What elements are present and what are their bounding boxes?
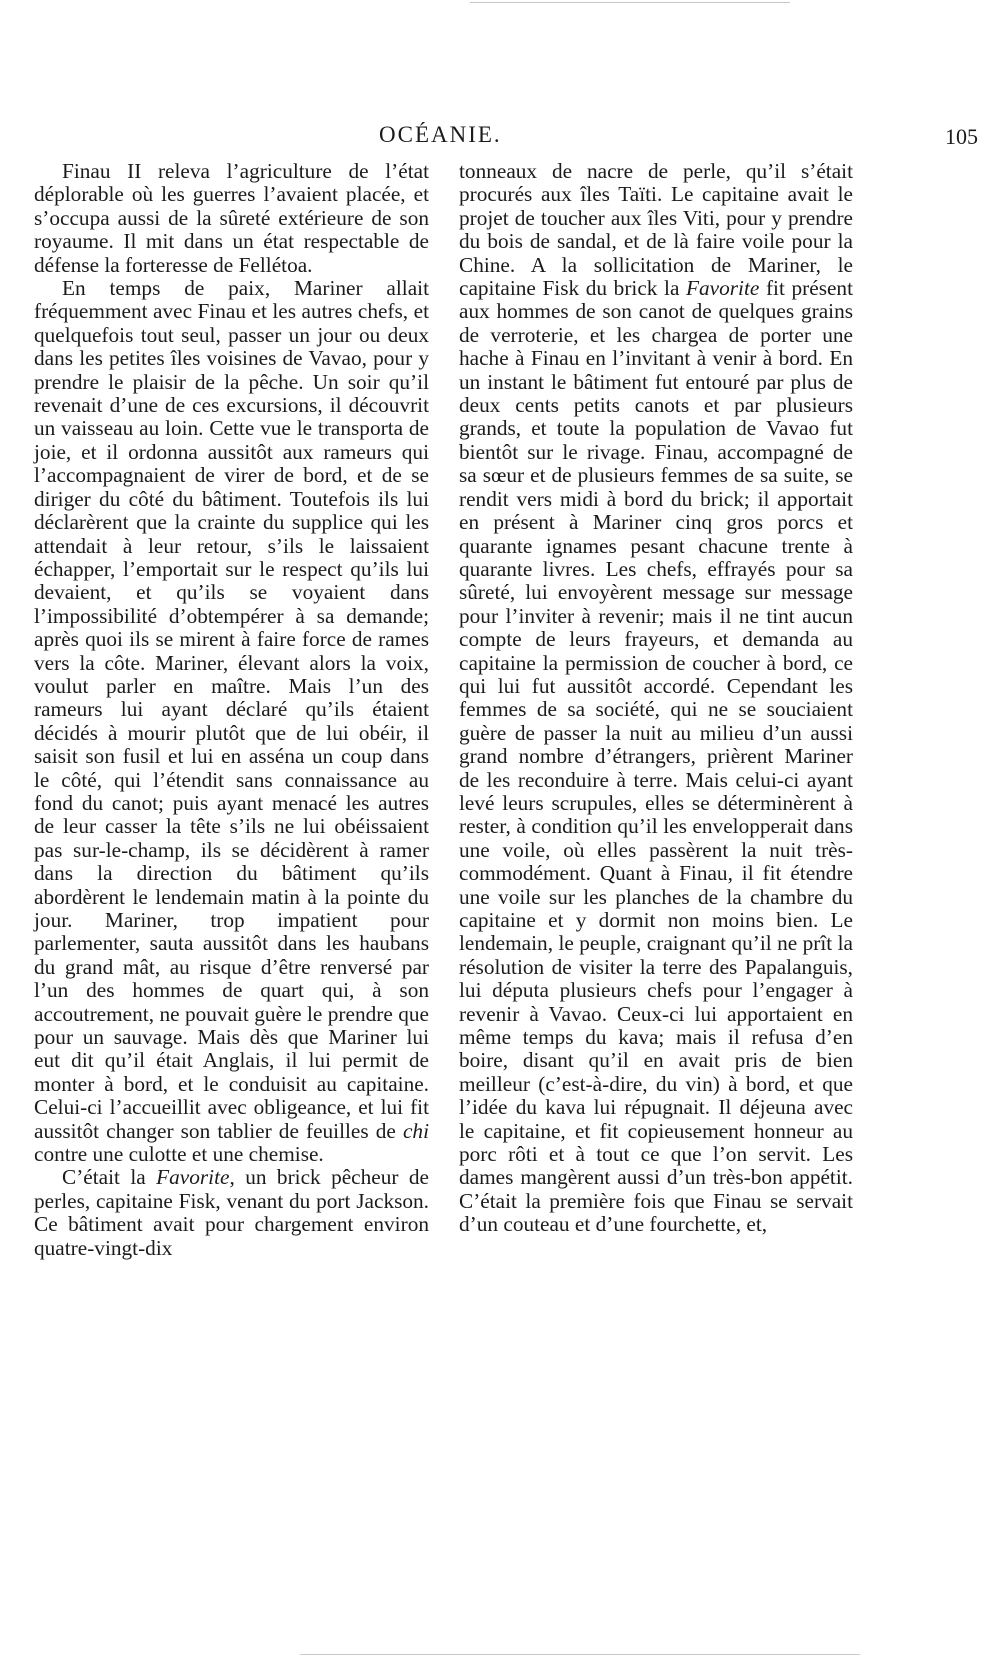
running-title: OCÉANIE.	[379, 122, 502, 147]
italic-term: chi	[402, 1118, 429, 1143]
paragraph-text: contre une culotte et une chemise.	[34, 1142, 324, 1167]
scan-edge-mark-bottom	[300, 1654, 860, 1655]
paragraph	[459, 160, 853, 1237]
paragraph	[34, 1166, 429, 1260]
paragraph-text: fit présent aux hommes de son canot de quelques grains de verroterie, et les chargea de porter une hache à Finau en l’invitant à venir à bord. En un instant le bâtiment fut entouré par plus de deux cents petits canots et par plusieurs grands, et toute la population de Vavao fut bientôt sur le rivage. Finau, accompagné de sa sœur et de plusieurs femmes de sa suite, se rendit vers midi à bord du brick; il apportait en présent à Mariner cinq gros porcs et quarante ignames pesant chacune trente à quarante livres. Les chefs, effrayés pour sa sûreté, lui envoyèrent message sur message pour l’inviter à revenir; mais il ne tint aucun compte de leurs frayeurs, et demanda au capitaine la permission de coucher à bord, ce qui lui fut aussitôt accordé. Cependant les femmes de sa société, qui ne se souciaient guère de passer la nuit au milieu d’un aussi grand nombre d’étrangers, prièrent Mariner de les reconduire à terre. Mais celui-ci ayant levé leurs scrupules, elles se déterminèrent à rester, à condition qu’il les envelopperait dans une voile, où elles passèrent la nuit très-commodément. Quant à Finau, il fit étendre une voile sur les planches de la chambre du capitaine et y dormit non moins bien. Le lendemain, le peuple, craignant qu’il ne prît la résolution de visiter la terre des Papalanguis, lui députa plusieurs chefs pour l’engager à revenir à Vavao. Ceux-ci lui apportaient en même temps du kava; mais il refusa d’en boire, disant qu’il en avait pris de bien meilleur (c’est-à-dire, du vin) à bord, et que l’idée du kava lui répugnait. Il déjeuna avec le capitaine, et fit copieusement honneur au porc rôti et à tout ce que l’on servit. Les dames mangèrent aussi d’un très-bon appétit. C’était la première fois que Finau se servait d’un couteau et d’une fourchette, et,	[459, 276, 853, 1237]
scan-edge-mark-top	[470, 2, 790, 3]
paragraph-text: En temps de paix, Mariner allait fréquemment avec Finau et les autres chefs, et quelquefois tout seul, passer un jour ou deux dans les petites îles voisines de Vavao, pour y prendre le plaisir de la pêche. Un soir qu’il revenait d’une de ces excursions, il découvrit un vaisseau au loin. Cette vue le transporta de joie, et il ordonna aussitôt aux rameurs qui l’accompagnaient de virer de bord, et de se diriger du côté du bâtiment. Toutefois ils lui déclarèrent que la crainte du supplice qui les attendait à leur retour, s’ils le laissaient échapper, l’emportait sur le respect qu’ils lui devaient, et qu’ils se voyaient dans l’impossibilité d’obtempérer à sa demande; après quoi ils se mirent à faire force de rames vers la côte. Mariner, élevant alors la voix, voulut parler en maître. Mais l’un des rameurs lui ayant déclaré qu’ils étaient décidés à mourir plutôt que de lui obéir, il saisit son fusil et lui en asséna un coup dans le côté, qui l’étendit sans connaissance au fond du canot; puis ayant menacé les autres de leur casser la tête s’ils ne lui obéissaient pas sur-le-champ, ils se décidèrent à ramer dans la direction du bâtiment qu’ils abordèrent le lendemain matin à la pointe du jour. Mariner, trop impatient pour parlementer, sauta aussitôt dans les haubans du grand mât, au risque d’être renversé par l’un des hommes de quart qui, à son accoutrement, ne pouvait guère le prendre que pour un sauvage. Mais dès que Mariner lui eut dit qu’il était Anglais, il lui permit de monter à bord, et le conduisit au capitaine. Celui-ci l’accueillit avec obligeance, et lui fit aussitôt changer son tablier de feuilles de	[34, 276, 429, 1143]
paragraph: Finau II releva l’agriculture de l’état déplorable où les guerres l’avaient placée, et s’occupa aussi de la sûreté extérieure de son royaume. Il mit dans un état respectable de défense la forteresse de Fellétoa.	[34, 159, 429, 277]
paragraph-text: , un brick pêcheur de perles, capitaine Fisk, venant du port Jackson. Ce bâtiment avait pour chargement environ quatre-vingt-dix	[34, 1165, 429, 1260]
running-head	[0, 120, 1000, 150]
left-column	[34, 160, 429, 1260]
page-number: 105	[945, 124, 978, 149]
paragraph	[34, 277, 429, 1166]
paragraph-text: tonneaux de nacre de perle, qu’il s’était procurés aux îles Taïti. Le capitaine avait le projet de toucher aux îles Viti, pour y prendre du bois de sandal, et de là faire voile pour la Chine. A la sollicitation de Mariner, le capitaine Fisk du brick la	[459, 159, 853, 301]
italic-ship-name: Favorite	[156, 1165, 230, 1190]
paragraph-text: C’était la	[62, 1165, 146, 1190]
italic-ship-name: Favorite	[686, 276, 760, 301]
right-column	[459, 160, 853, 1237]
